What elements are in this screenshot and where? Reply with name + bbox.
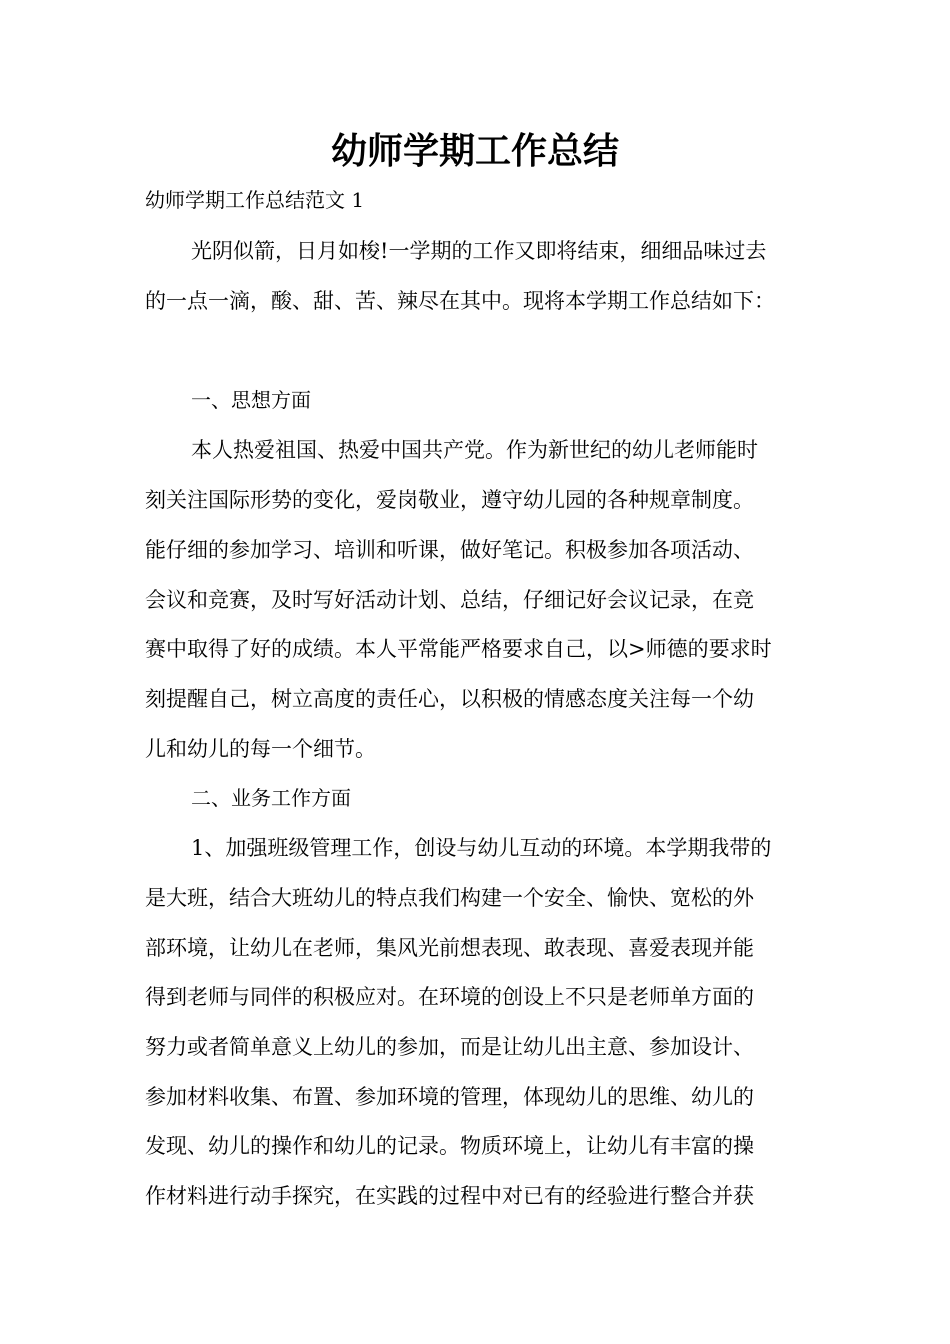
paragraph-line: 的一点一滴，酸、甜、苦、辣尽在其中。现将本学期工作总结如下： [145,289,775,313]
paragraph-line: 赛中取得了好的成绩。本人平常能严格要求自己，以>师德的要求时 [145,637,772,661]
paragraph-line: 1、加强班级管理工作，创设与幼儿互动的环境。本学期我带的 [191,836,772,860]
paragraph-line: 本人热爱祖国、热爱中国共产党。作为新世纪的幼儿老师能时 [191,438,758,462]
paragraph-line: 发现、幼儿的操作和幼儿的记录。物质环境上，让幼儿有丰富的操 [145,1134,754,1158]
paragraph-line: 能仔细的参加学习、培训和听课，做好笔记。积极参加各项活动、 [145,538,754,562]
section-heading: 二、业务工作方面 [191,786,351,810]
paragraph-line: 儿和幼儿的每一个细节。 [145,737,376,761]
paragraph-line: 刻关注国际形势的变化，爱岗敬业，遵守幼儿园的各种规章制度。 [145,488,754,512]
paragraph-line: 刻提醒自己，树立高度的责任心，以积极的情感态度关注每一个幼 [145,687,754,711]
document-subtitle: 幼师学期工作总结范文 1 [145,188,365,212]
paragraph-line: 作材料进行动手探究，在实践的过程中对已有的经验进行整合并获 [145,1184,754,1208]
paragraph-line: 是大班，结合大班幼儿的特点我们构建一个安全、愉快、宽松的外 [145,886,754,910]
paragraph-line: 得到老师与同伴的积极应对。在环境的创设上不只是老师单方面的 [145,985,754,1009]
paragraph-line: 光阴似箭，日月如梭!一学期的工作又即将结束，细细品味过去 [191,239,767,263]
paragraph-line: 部环境，让幼儿在老师，集风光前想表现、敢表现、喜爱表现并能 [145,936,754,960]
document-title: 幼师学期工作总结 [330,131,619,172]
paragraph-line: 参加材料收集、布置、参加环境的管理，体现幼儿的思维、幼儿的 [145,1085,754,1109]
paragraph-line: 会议和竞赛，及时写好活动计划、总结，仔细记好会议记录，在竞 [145,588,754,612]
paragraph-line: 努力或者简单意义上幼儿的参加，而是让幼儿出主意、参加设计、 [145,1035,754,1059]
section-heading: 一、思想方面 [191,388,311,412]
